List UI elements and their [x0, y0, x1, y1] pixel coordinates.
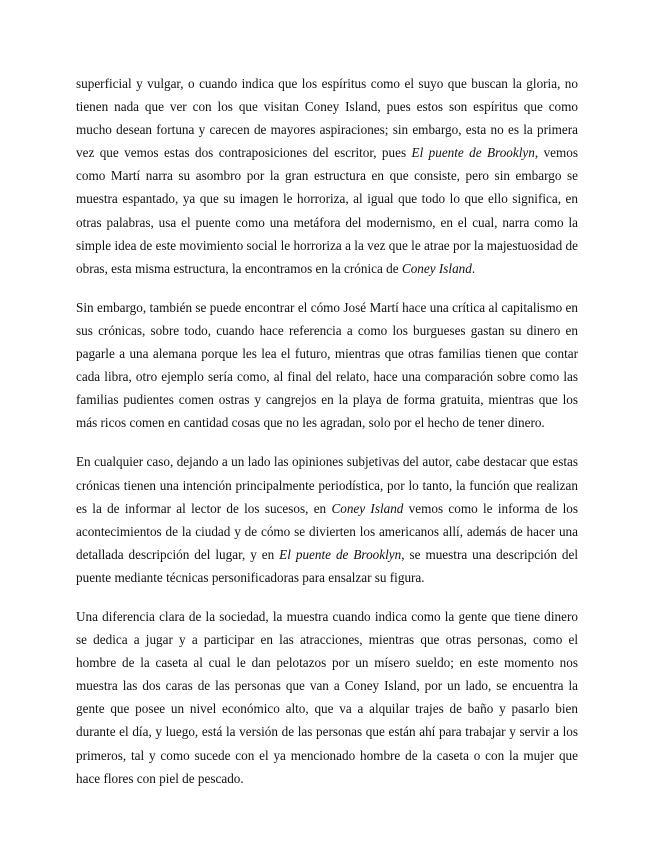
- paragraph-text: , vemos como Martí narra su asombro por la gran estructura en que consiste, pero sin embargo se muestra espantado, ya que su imagen le horroriza, al igual que todo lo que ello significa, en otras palabras, usa el puente como una metáfora del modernismo, en el cual, narra como la simple idea de este movimiento social le horroriza a la vez que le atrae por la majestuosidad de obras, esta misma estructura, la encontramos en la crónica de: [76, 145, 578, 276]
- paragraph-2: [76, 296, 578, 435]
- paragraph-1: [76, 72, 578, 280]
- paragraph-text: Una diferencia clara de la sociedad, la muestra cuando indica como la gente que tiene dinero se dedica a jugar y a participar en las atracciones, mientras que otras personas, como el hombre de la caseta al cual le dan pelotazos por un mísero sueldo; en este momento nos muestra las dos caras de las personas que van a Coney Island, por un lado, se encuentra la gente que posee un nivel económico alto, que va a alquilar trajes de baño y pasarlo bien durante el día, y luego, está la versión de las personas que están ahí para trabajar y servir a los primeros, tal y como sucede con el ya mencionado hombre de la caseta o con la mujer que hace flores con piel de pescado.: [76, 608, 578, 786]
- paragraph-text: .: [471, 260, 476, 276]
- title-coney-island: Coney Island: [331, 500, 404, 516]
- paragraph-text: En cualquier caso, dejando a un lado las opiniones subjetivas del autor, cabe destacar que estas crónicas tienen una intención principalmente periodística, por lo tanto, la función que realizan es la de informar al lector de los sucesos, en: [76, 454, 578, 516]
- paragraph-3: [76, 450, 578, 589]
- document-body: [76, 72, 578, 806]
- paragraph-text: Sin embargo, también se puede encontrar el cómo José Martí hace una crítica al capitalismo en sus crónicas, sobre todo, cuando hace referencia a como los burgueses gastan su dinero en pagarle a una alemana porque les lea el futuro, mientras que otras familias tienen que contar cada libra, otro ejemplo sería como, al final del relato, hace una comparación sobre como las familias pudientes comen ostras y cangrejos en la playa de forma gratuita, mientras que los más ricos comen en cantidad cosas que no les agradan, solo por el hecho de tener dinero.: [76, 299, 578, 431]
- paragraph-text: superficial y vulgar, o cuando indica que los espíritus como el suyo que buscan la gloria, no tienen nada que ver con los que visitan Coney Island, pues estos son espíritus que como mucho desean fortuna y carecen de mayores aspiraciones; sin embargo, esta no es la primera vez que vemos estas dos contraposiciones del escritor, pues: [76, 76, 578, 161]
- title-el-puente-de-brooklyn: El puente de Brooklyn: [279, 546, 402, 562]
- paragraph-text: vemos como le informa de los acontecimientos de la ciudad y de cómo se divierten los americanos allí, además de hacer una detallada descripción del lugar, y en: [76, 500, 578, 562]
- paragraph-4: [76, 605, 578, 790]
- paragraph-text: , se muestra una descripción del puente mediante técnicas personificadoras para ensalzar su figura.: [76, 546, 579, 585]
- title-el-puente-de-brooklyn: El puente de Brooklyn: [411, 145, 535, 161]
- title-coney-island: Coney Island: [401, 260, 472, 276]
